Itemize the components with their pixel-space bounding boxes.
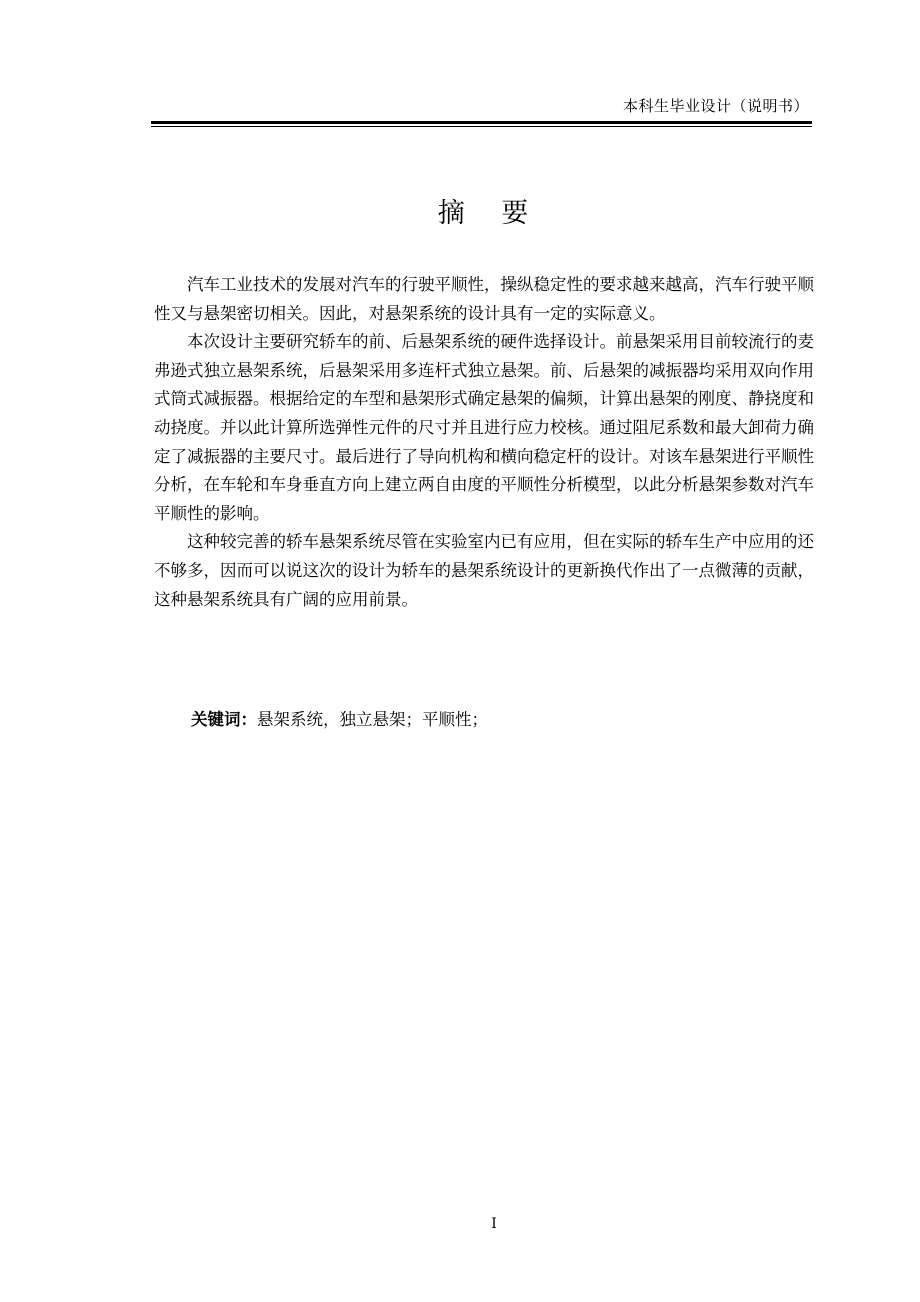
keywords-text: 悬架系统，独立悬架；平顺性； bbox=[257, 710, 488, 729]
abstract-title: 摘 要 bbox=[437, 198, 543, 230]
keywords-line bbox=[191, 706, 488, 734]
header-rule-thin bbox=[151, 126, 812, 127]
abstract-body bbox=[154, 271, 814, 614]
abstract-paragraph-2: 本次设计主要研究轿车的前、后悬架系统的硬件选择设计。前悬架采用目前较流行的麦弗逊式独立悬架系统，后悬架采用多连杆式独立悬架。前、后悬架的减振器均采用双向作用式筒式减振器。根据给定的车型和悬架形式确定悬架的偏频，计算出悬架的刚度、静挠度和动挠度。并以此计算所选弹性元件的尺寸并且进行应力校核。通过阻尼系数和最大卸荷力确定了减振器的主要尺寸。最后进行了导向机构和横向稳定杆的设计。对该车悬架进行平顺性分析，在车轮和车身垂直方向上建立两自由度的平顺性分析模型，以此分析悬架参数对汽车平顺性的影响。 bbox=[154, 332, 814, 523]
keywords-label: 关键词： bbox=[191, 710, 257, 729]
header-rule-thick bbox=[151, 121, 812, 124]
page-number: I bbox=[491, 1216, 497, 1232]
abstract-paragraph-3: 这种较完善的轿车悬架系统尽管在实验室内已有应用，但在实际的轿车生产中应用的还不够多，因而可以说这次的设计为轿车的悬架系统设计的更新换代作出了一点微薄的贡献，这种悬架系统具有广阔的应用前景。 bbox=[154, 532, 814, 609]
running-header: 本科生毕业设计（说明书） bbox=[622, 97, 809, 115]
abstract-paragraph-1: 汽车工业技术的发展对汽车的行驶平顺性，操纵稳定性的要求越来越高，汽车行驶平顺性又与悬架密切相关。因此，对悬架系统的设计具有一定的实际意义。 bbox=[154, 275, 814, 323]
